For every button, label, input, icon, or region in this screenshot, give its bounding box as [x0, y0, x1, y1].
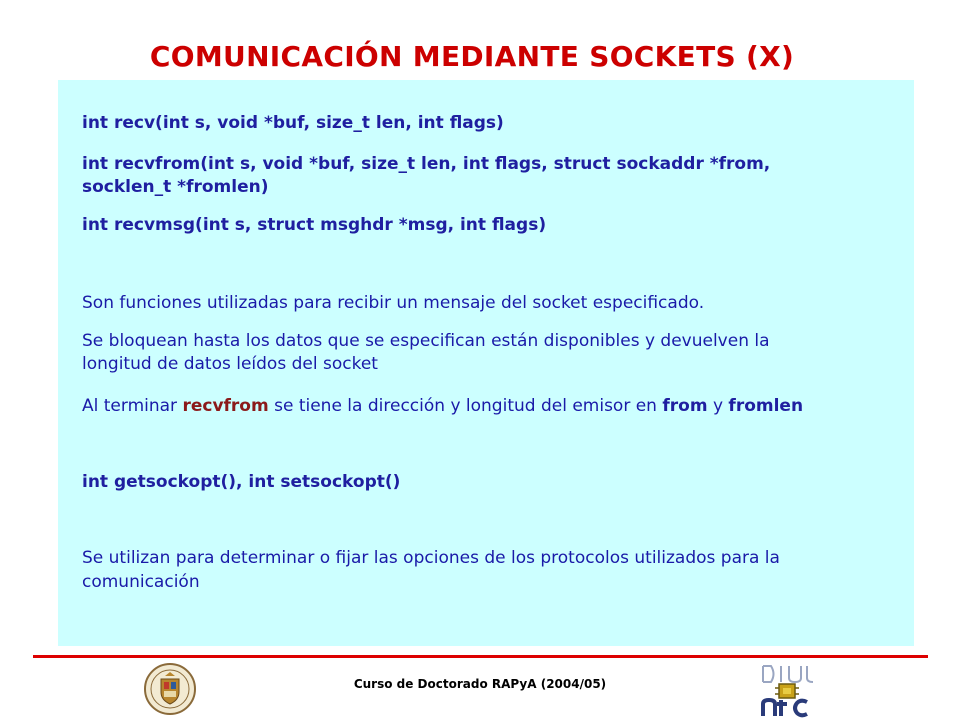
- text-segment: Al terminar: [82, 396, 183, 416]
- text-segment: y: [707, 396, 729, 416]
- paragraph-sockopt-line2: comunicación: [82, 572, 200, 592]
- keyword-fromlen: fromlen: [728, 396, 804, 416]
- paragraph-sockopt-line1: Se utilizan para determinar o fijar las opciones de los protocolos utilizados para la: [82, 548, 780, 568]
- paragraph-blocking-line1: Se bloquean hasta los datos que se especifican están disponibles y devuelven la: [82, 331, 770, 351]
- keyword-recvfrom: recvfrom: [182, 396, 269, 416]
- footer-divider: [33, 655, 928, 658]
- footer-course-label: Curso de Doctorado RAPyA (2004/05): [353, 677, 607, 691]
- text-segment: se tiene la dirección y longitud del emisor en: [268, 396, 663, 416]
- paragraph-blocking-line2: longitud de datos leídos del socket: [82, 354, 378, 374]
- slide-title: COMUNICACIÓN MEDIANTE SOCKETS (X): [149, 40, 795, 73]
- paragraph-purpose: Son funciones utilizadas para recibir un mensaje del socket especificado.: [82, 293, 705, 313]
- atc-logo-icon: [757, 662, 817, 718]
- code-recvmsg: int recvmsg(int s, struct msghdr *msg, int flags): [82, 215, 547, 235]
- code-recv: int recv(int s, void *buf, size_t len, int flags): [82, 113, 504, 133]
- paragraph-recvfrom-result: [82, 395, 882, 417]
- code-recvfrom-line2: socklen_t *fromlen): [82, 177, 269, 197]
- keyword-from: from: [662, 396, 708, 416]
- code-recvfrom-line1: int recvfrom(int s, void *buf, size_t len, int flags, struct sockaddr *from,: [82, 154, 771, 174]
- code-sockopt: int getsockopt(), int setsockopt(): [82, 472, 401, 492]
